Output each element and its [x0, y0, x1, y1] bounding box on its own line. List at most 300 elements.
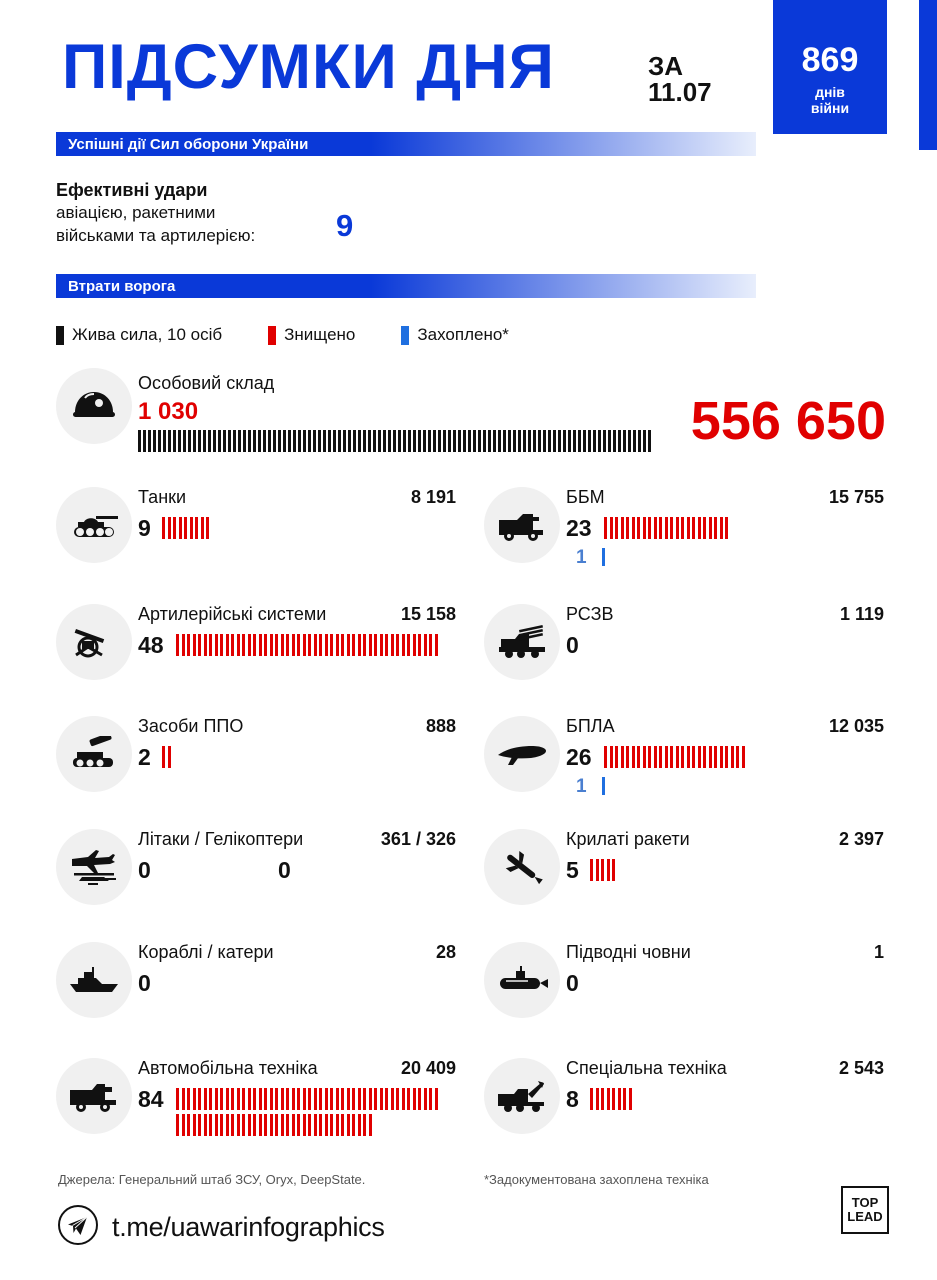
bar-tick [508, 430, 511, 452]
bar-tick [369, 634, 372, 656]
loss-item-destroyed-bar [162, 517, 212, 539]
personnel-label: Особовий склад [138, 373, 275, 393]
bar-tick [612, 859, 615, 881]
bar-tick [698, 746, 701, 768]
bar-tick [308, 430, 311, 452]
loss-item-destroyed-value: 5 [566, 857, 579, 883]
bar-tick [602, 548, 605, 566]
effective-strikes-subtitle-2: військами та артилерією: [56, 225, 256, 245]
bar-tick [204, 1088, 207, 1110]
bar-tick [263, 430, 266, 452]
bar-tick [698, 517, 701, 539]
bar-tick [292, 1114, 295, 1136]
bar-tick [548, 430, 551, 452]
bar-tick [709, 746, 712, 768]
bar-tick [209, 1114, 212, 1136]
bar-tick [374, 1088, 377, 1110]
header-stripe [919, 0, 937, 150]
bar-tick [413, 1088, 416, 1110]
air-defence-icon [56, 716, 132, 792]
bar-tick [438, 430, 441, 452]
bar-tick [233, 430, 236, 452]
toplead-line-2: LEAD [847, 1209, 883, 1224]
effective-strikes-title: Ефективні удари [56, 180, 208, 200]
loss-item-destroyed-value: 0 [138, 970, 151, 996]
bar-tick [596, 859, 599, 881]
bar-tick [621, 517, 624, 539]
bar-tick [138, 430, 141, 452]
bar-tick [458, 430, 461, 452]
loss-item-destroyed-value: 0 [566, 632, 579, 658]
helmet-icon [56, 368, 132, 444]
bar-tick [590, 859, 593, 881]
bar-tick [429, 634, 432, 656]
bar-tick [608, 430, 611, 452]
bar-tick [248, 1088, 251, 1110]
telegram-link[interactable] [58, 1205, 385, 1250]
bar-tick [162, 517, 165, 539]
bar-tick [173, 430, 176, 452]
bar-tick [424, 1088, 427, 1110]
bar-tick [325, 1114, 328, 1136]
bar-tick [623, 1088, 626, 1110]
bar-tick [648, 430, 651, 452]
bar-tick [273, 430, 276, 452]
bar-tick [288, 430, 291, 452]
bar-tick [385, 1088, 388, 1110]
loss-item-total: 888 [425, 716, 456, 736]
bar-tick [292, 634, 295, 656]
loss-item-captured-value: 1 [576, 547, 587, 568]
loss-item-captured-bar [602, 777, 608, 795]
bar-tick [341, 634, 344, 656]
bar-tick [176, 634, 179, 656]
bar-tick [463, 430, 466, 452]
bar-tick [184, 517, 187, 539]
captured-note: *Задокументована захоплена техніка [484, 1172, 709, 1187]
bar-tick [336, 634, 339, 656]
bar-tick [632, 746, 635, 768]
bar-tick [293, 430, 296, 452]
bar-tick [643, 746, 646, 768]
special-vehicle-icon [484, 1058, 560, 1134]
bar-tick [347, 634, 350, 656]
toplead-logo [841, 1186, 889, 1234]
bar-tick [573, 430, 576, 452]
bar-tick [318, 430, 321, 452]
bar-tick [338, 430, 341, 452]
bar-tick [336, 1088, 339, 1110]
bar-tick [308, 1088, 311, 1110]
bar-tick [352, 1114, 355, 1136]
loss-item-destroyed-bar [590, 859, 618, 881]
sources-text: Джерела: Генеральний штаб ЗСУ, Oryx, DeepState. [58, 1172, 366, 1187]
days-of-war-number: 869 [801, 41, 859, 79]
bar-tick [424, 634, 427, 656]
bar-tick [298, 430, 301, 452]
bar-tick [220, 1114, 223, 1136]
bar-tick [607, 1088, 610, 1110]
loss-item-total: 361 / 326 [380, 829, 456, 849]
bar-tick [323, 430, 326, 452]
bar-tick [253, 1114, 256, 1136]
bar-tick [720, 517, 723, 539]
bar-tick [369, 1088, 372, 1110]
loss-item-destroyed-value: 0 [566, 970, 579, 996]
bar-tick [368, 430, 371, 452]
bar-tick [336, 1114, 339, 1136]
bar-tick [303, 1114, 306, 1136]
loss-item-destroyed-bar [590, 1088, 634, 1110]
bar-tick [665, 746, 668, 768]
bar-tick [253, 1088, 256, 1110]
bar-tick [347, 1114, 350, 1136]
loss-item-label: Засоби ППО [138, 716, 244, 736]
bar-tick [453, 430, 456, 452]
bar-tick [319, 1114, 322, 1136]
bar-tick [238, 430, 241, 452]
bar-tick [618, 1088, 621, 1110]
bar-tick [659, 517, 662, 539]
days-of-war-box [773, 0, 887, 134]
bar-tick [681, 517, 684, 539]
bar-tick [613, 430, 616, 452]
loss-item-destroyed-bar [604, 746, 747, 768]
bar-tick [558, 430, 561, 452]
bar-tick [203, 430, 206, 452]
bar-tick [231, 634, 234, 656]
bar-tick [333, 430, 336, 452]
bar-tick [418, 430, 421, 452]
loss-item-destroyed-value: 84 [138, 1086, 164, 1112]
loss-item-total: 2 397 [838, 829, 884, 849]
bar-tick [358, 1114, 361, 1136]
header-za-label: ЗА [648, 51, 684, 81]
bar-tick [428, 430, 431, 452]
bar-tick [736, 746, 739, 768]
bar-tick [308, 634, 311, 656]
bar-tick [215, 634, 218, 656]
bar-tick [188, 430, 191, 452]
page-title: ПІДСУМКИ ДНЯ [62, 32, 555, 102]
bar-tick [286, 1088, 289, 1110]
bar-tick [264, 634, 267, 656]
bar-tick [209, 1088, 212, 1110]
bar-tick [220, 1088, 223, 1110]
banner-successful-actions: Успішні дії Сил оборони України [56, 132, 756, 156]
bar-tick [396, 1088, 399, 1110]
bar-tick [198, 634, 201, 656]
bar-tick [341, 1114, 344, 1136]
bar-tick [168, 517, 171, 539]
bar-tick [193, 1114, 196, 1136]
bar-tick [286, 634, 289, 656]
loss-item-label: Артилерійські системи [138, 604, 327, 624]
legend [56, 325, 555, 345]
loss-item-destroyed-bar [162, 746, 173, 768]
bar-tick [182, 634, 185, 656]
bar-tick [281, 1114, 284, 1136]
bar-tick [223, 430, 226, 452]
drone-icon [484, 716, 560, 792]
bar-tick [242, 634, 245, 656]
bar-tick [330, 634, 333, 656]
bar-tick [348, 430, 351, 452]
bar-tick [670, 517, 673, 539]
bar-tick [275, 634, 278, 656]
loss-item-label: Кораблі / катери [138, 942, 274, 962]
bar-tick [703, 746, 706, 768]
bar-tick [187, 1088, 190, 1110]
loss-item-total: 1 [873, 942, 884, 962]
legend-manpower-label: Жива сила, 10 осіб [72, 325, 223, 344]
bar-tick [176, 1114, 179, 1136]
bar-tick [628, 430, 631, 452]
bar-tick [402, 1088, 405, 1110]
legend-destroyed-swatch [268, 326, 276, 345]
bar-tick [297, 1088, 300, 1110]
loss-item-label: Автомобільна техніка [138, 1058, 318, 1078]
bar-tick [190, 517, 193, 539]
bar-tick [391, 634, 394, 656]
bar-tick [413, 430, 416, 452]
bar-tick [528, 430, 531, 452]
bar-tick [158, 430, 161, 452]
loss-item-destroyed-value-secondary: 0 [278, 857, 291, 883]
bar-tick [626, 746, 629, 768]
bar-tick [369, 1114, 372, 1136]
loss-item-total: 2 543 [838, 1058, 884, 1078]
bar-tick [363, 634, 366, 656]
bar-tick [226, 1088, 229, 1110]
bar-tick [209, 634, 212, 656]
bar-tick [253, 430, 256, 452]
bar-tick [259, 634, 262, 656]
bar-tick [493, 430, 496, 452]
header [0, 0, 937, 150]
legend-captured-swatch [401, 326, 409, 345]
bar-tick [742, 746, 745, 768]
bar-tick [259, 1088, 262, 1110]
bar-tick [378, 430, 381, 452]
bar-tick [237, 1114, 240, 1136]
bar-tick [303, 430, 306, 452]
bar-tick [270, 1114, 273, 1136]
legend-destroyed-label: Знищено [284, 325, 356, 344]
bar-tick [198, 1114, 201, 1136]
bar-tick [275, 1114, 278, 1136]
bar-tick [173, 517, 176, 539]
bar-tick [590, 1088, 593, 1110]
mlrs-icon [484, 604, 560, 680]
bar-tick [168, 746, 171, 768]
bar-tick [193, 430, 196, 452]
header-date: 11.07 [648, 77, 712, 107]
bar-tick [607, 859, 610, 881]
bar-tick [168, 430, 171, 452]
bar-tick [643, 430, 646, 452]
bar-tick [659, 746, 662, 768]
bar-tick [709, 517, 712, 539]
bar-tick [468, 430, 471, 452]
bar-tick [391, 1088, 394, 1110]
bar-tick [621, 746, 624, 768]
bar-tick [374, 634, 377, 656]
bar-tick [473, 430, 476, 452]
legend-manpower-swatch [56, 326, 64, 345]
bar-tick [596, 1088, 599, 1110]
bar-tick [258, 430, 261, 452]
bar-tick [270, 1088, 273, 1110]
bar-tick [402, 634, 405, 656]
bar-tick [615, 517, 618, 539]
bar-tick [319, 1088, 322, 1110]
bar-tick [503, 430, 506, 452]
bar-tick [373, 430, 376, 452]
telegram-icon [58, 1205, 98, 1250]
loss-item-destroyed-value: 48 [138, 632, 164, 658]
bar-tick [448, 430, 451, 452]
bar-tick [325, 634, 328, 656]
bar-tick [648, 517, 651, 539]
bar-tick [388, 430, 391, 452]
bar-tick [638, 430, 641, 452]
bar-tick [478, 430, 481, 452]
bar-tick [218, 430, 221, 452]
loss-item-total: 20 409 [400, 1058, 456, 1078]
bar-tick [220, 634, 223, 656]
bar-tick [213, 430, 216, 452]
bar-tick [488, 430, 491, 452]
bar-tick [319, 634, 322, 656]
loss-item-label: РСЗВ [566, 604, 614, 624]
bar-tick [408, 430, 411, 452]
bar-tick [228, 430, 231, 452]
bar-tick [330, 1114, 333, 1136]
bar-tick [270, 634, 273, 656]
bar-tick [637, 517, 640, 539]
loss-item-total: 28 [435, 942, 456, 962]
bar-tick [676, 517, 679, 539]
bar-tick [714, 746, 717, 768]
bar-tick [341, 1088, 344, 1110]
loss-item-total: 1 119 [839, 604, 884, 624]
bar-tick [380, 1088, 383, 1110]
howitzer-icon [56, 604, 132, 680]
bar-tick [407, 1088, 410, 1110]
bar-tick [353, 430, 356, 452]
bar-tick [443, 430, 446, 452]
loss-item-label: Танки [138, 487, 187, 507]
bar-tick [297, 634, 300, 656]
bar-tick [703, 517, 706, 539]
bar-tick [297, 1114, 300, 1136]
bar-tick [363, 1088, 366, 1110]
bar-tick [163, 430, 166, 452]
bar-tick [610, 746, 613, 768]
bar-tick [383, 430, 386, 452]
bar-tick [407, 634, 410, 656]
bar-tick [601, 1088, 604, 1110]
bar-tick [393, 430, 396, 452]
bar-tick [643, 517, 646, 539]
bar-tick [153, 430, 156, 452]
bar-tick [179, 517, 182, 539]
legend-destroyed [268, 325, 355, 345]
bar-tick [182, 1088, 185, 1110]
bar-tick [215, 1114, 218, 1136]
bar-tick [654, 746, 657, 768]
bar-tick [193, 634, 196, 656]
bar-tick [665, 517, 668, 539]
loss-item-total: 15 755 [828, 487, 884, 507]
bar-tick [687, 517, 690, 539]
bar-tick [308, 1114, 311, 1136]
bar-tick [358, 1088, 361, 1110]
bar-tick [626, 517, 629, 539]
bar-tick [264, 1088, 267, 1110]
bar-tick [143, 430, 146, 452]
loss-item-captured-value: 1 [576, 776, 587, 797]
bar-tick [358, 430, 361, 452]
bar-tick [162, 746, 165, 768]
effective-strikes-block [56, 180, 476, 246]
bar-tick [187, 634, 190, 656]
bar-tick [602, 777, 605, 795]
personnel-daily-killed: 1 030 [138, 398, 199, 425]
bar-tick [242, 1114, 245, 1136]
bar-tick [248, 1114, 251, 1136]
bar-tick [629, 1088, 632, 1110]
bar-tick [615, 746, 618, 768]
loss-item-destroyed-bar [604, 517, 731, 539]
bar-tick [303, 634, 306, 656]
bar-tick [292, 1088, 295, 1110]
bar-tick [148, 430, 151, 452]
loss-item-label: Крилаті ракети [566, 829, 690, 849]
loss-item-destroyed-value: 26 [566, 744, 592, 770]
bar-tick [281, 634, 284, 656]
bar-tick [248, 430, 251, 452]
bar-tick [314, 1088, 317, 1110]
bar-tick [601, 859, 604, 881]
bar-tick [498, 430, 501, 452]
bar-tick [398, 430, 401, 452]
ship-icon [56, 942, 132, 1018]
bar-tick [363, 1114, 366, 1136]
bar-tick [598, 430, 601, 452]
bar-tick [618, 430, 621, 452]
loss-item-destroyed-bar [176, 634, 440, 656]
loss-item-label: Літаки / Гелікоптери [138, 829, 304, 849]
bar-tick [198, 1088, 201, 1110]
days-of-war-label-1: днів [815, 84, 845, 100]
bar-tick [543, 430, 546, 452]
bar-tick [231, 1114, 234, 1136]
loss-item-label: Підводні човни [566, 942, 691, 962]
bar-tick [725, 746, 728, 768]
bar-tick [396, 634, 399, 656]
bar-tick [583, 430, 586, 452]
bar-tick [568, 430, 571, 452]
loss-item-label: Спеціальна техніка [566, 1058, 727, 1078]
bar-tick [195, 517, 198, 539]
tank-icon [56, 487, 132, 563]
bar-tick [206, 517, 209, 539]
bar-tick [720, 746, 723, 768]
bar-tick [325, 1088, 328, 1110]
bar-tick [231, 1088, 234, 1110]
